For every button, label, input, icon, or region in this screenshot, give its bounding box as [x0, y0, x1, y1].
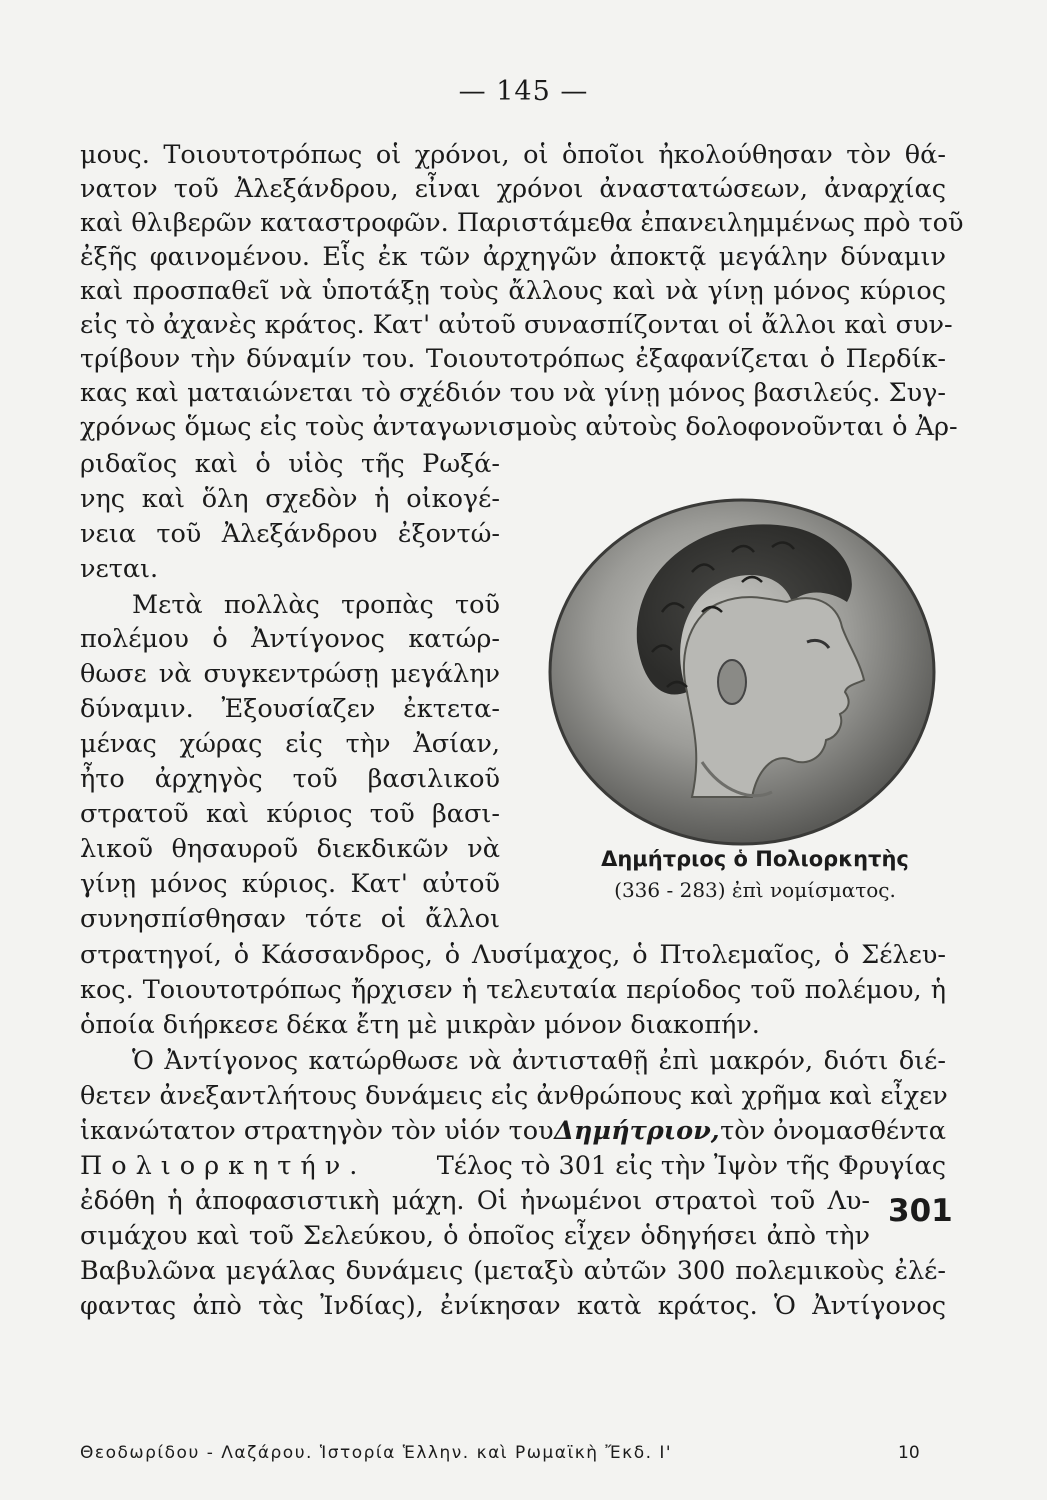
text-line: σιμάχου καὶ τοῦ Σελεύκου, ὁ ὁποῖος εἶχεν ὁδηγήσει ἀπὸ τὴν — [80, 1221, 870, 1251]
text-line: συνησπίσθησαν τότε οἱ ἄλλοι — [80, 904, 500, 934]
text-line: ριδαῖος καὶ ὁ υἱὸς τῆς Ρωξά- — [80, 449, 500, 479]
text-line: ἐδόθη ἡ ἀποφασιστικὴ μάχη. Οἱ ἠνωμένοι στρατοὶ τοῦ Λυ- — [80, 1186, 870, 1216]
text-line: Ὁ Ἀντίγονος κατώρθωσε νὰ ἀντισταθῇ ἐπὶ μακρόν, διότι διέ- — [132, 1046, 946, 1076]
text-line: πολέμου ὁ Ἀντίγονος κατώρ- — [80, 624, 500, 654]
margin-number: 301 — [888, 1193, 953, 1229]
text-line: λικοῦ θησαυροῦ διεκδικῶν νὰ — [80, 834, 500, 864]
figure-caption-title: Δημήτριος ὁ Πολιορκητὴς — [601, 847, 909, 871]
text-line: ἐξῆς φαινομένου. Εἷς ἐκ τῶν ἀρχηγῶν ἀποκτᾷ μεγάλην δύναμιν — [80, 242, 946, 272]
text-line: νεια τοῦ Ἀλεξάνδρου ἐξοντώ- — [80, 519, 500, 549]
text-line: γίνῃ μόνος κύριος. Κατ' αὐτοῦ — [80, 869, 500, 899]
text-line: θωσε νὰ συγκεντρώσῃ μεγάλην — [80, 659, 500, 689]
text-line: ἦτο ἀρχηγὸς τοῦ βασιλικοῦ — [80, 764, 500, 794]
text-line: εἰς τὸ ἀχανὲς κράτος. Κατ' αὐτοῦ συνασπίζονται οἱ ἄλλοι καὶ συν- — [80, 310, 953, 340]
text-line: μένας χώρας εἰς τὴν Ἀσίαν, — [80, 729, 500, 759]
emphasized-name: Δημήτριον, — [554, 1116, 720, 1146]
text-line: Μετὰ πολλὰς τροπὰς τοῦ — [132, 590, 500, 620]
text-line: δύναμιν. Ἐξουσίαζεν ἐκτετα- — [80, 694, 500, 724]
coin-illustration — [542, 492, 942, 857]
text-line: φαντας ἀπὸ τὰς Ἰνδίας), ἐνίκησαν κατὰ κράτος. Ὁ Ἀντίγονος — [80, 1291, 946, 1321]
text-line: μους. Τοιουτοτρόπως οἱ χρόνοι, οἱ ὁποῖοι ἠκολούθησαν τὸν θά- — [80, 140, 946, 170]
text-line: τρίβουν τὴν δύναμίν του. Τοιουτοτρόπως ἐξαφανίζεται ὁ Περδίκ- — [80, 344, 946, 374]
text-line: Βαβυλῶνα μεγάλας δυνάμεις (μεταξὺ αὐτῶν 300 πολεμικοὺς ἐλέ- — [80, 1256, 946, 1286]
footer-citation: Θεοδωρίδου - Λαζάρου. Ἱστορία Ἑλλην. καὶ Ρωμαϊκὴ Ἔκδ. Ι' — [80, 1443, 673, 1463]
text-fragment: τὸν ὀνομασθέντα — [720, 1116, 946, 1146]
text-fragment: Τέλος τὸ 301 εἰς τὴν Ἰψὸν τῆς Φρυγίας — [436, 1151, 946, 1181]
text-line: νεται. — [80, 554, 159, 584]
text-line — [80, 1116, 946, 1146]
text-line: στρατηγοί, ὁ Κάσσανδρος, ὁ Λυσίμαχος, ὁ Πτολεμαῖος, ὁ Σέλευ- — [80, 940, 946, 970]
text-line: ὁποία διήρκεσε δέκα ἔτη μὲ μικρὰν μόνον διακοπήν. — [80, 1010, 760, 1040]
text-line: στρατοῦ καὶ κύριος τοῦ βασι- — [80, 799, 500, 829]
page-number: — 145 — — [458, 76, 589, 107]
spaced-epithet: Πολιορκητήν. — [80, 1151, 367, 1181]
figure-caption-subtitle: (336 - 283) ἐπὶ νομίσματος. — [614, 878, 896, 902]
text-line: νης καὶ ὅλη σχεδὸν ἡ οἰκογέ- — [80, 484, 500, 514]
text-line: θετεν ἀνεξαντλήτους δυνάμεις εἰς ἀνθρώπους καὶ χρῆμα καὶ εἶχεν — [80, 1081, 948, 1111]
text-line: χρόνως ὅμως εἰς τοὺς ἀνταγωνισμοὺς αὐτοὺς δολοφονοῦνται ὁ Ἀρ- — [80, 412, 958, 442]
text-line: νατον τοῦ Ἀλεξάνδρου, εἶναι χρόνοι ἀναστατώσεων, ἀναρχίας — [80, 174, 946, 204]
text-fragment: ἱκανώτατον στρατηγὸν τὸν υἱόν του — [80, 1116, 554, 1146]
coin-portrait-image — [542, 492, 942, 857]
text-line: καὶ θλιβερῶν καταστροφῶν. Παριστάμεθα ἐπανειλημμένως πρὸ τοῦ — [80, 208, 964, 238]
footer-signature-number: 10 — [898, 1443, 920, 1463]
text-line: κας καὶ ματαιώνεται τὸ σχέδιόν του νὰ γίνῃ μόνος βασιλεύς. Συγ- — [80, 378, 946, 408]
text-line: καὶ προσπαθεῖ νὰ ὑποτάξῃ τοὺς ἄλλους καὶ νὰ γίνῃ μόνος κύριος — [80, 276, 946, 306]
text-line: κος. Τοιουτοτρόπως ἤρχισεν ἡ τελευταία περίοδος τοῦ πολέμου, ἡ — [80, 975, 946, 1005]
text-line — [80, 1151, 946, 1181]
